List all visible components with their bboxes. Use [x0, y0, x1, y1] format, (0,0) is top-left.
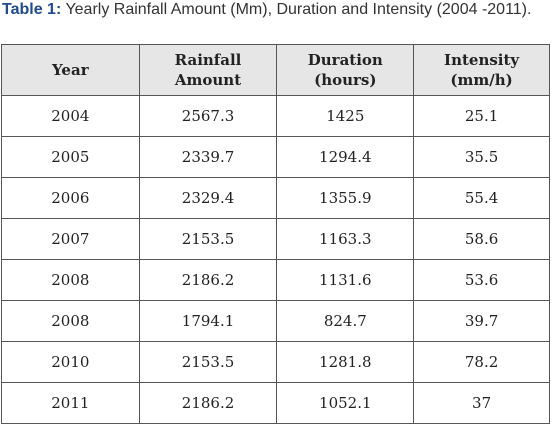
cell-year: 2007	[2, 219, 140, 260]
cell-intensity: 55.4	[414, 178, 550, 219]
cell-intensity: 25.1	[414, 96, 550, 137]
table-row	[2, 178, 550, 219]
table-row	[2, 219, 550, 260]
cell-rainfall: 2153.5	[139, 342, 277, 383]
table-row	[2, 137, 550, 178]
cell-duration: 1281.8	[277, 342, 414, 383]
header-duration-line1: Duration	[307, 51, 383, 69]
table-row	[2, 301, 550, 342]
cell-intensity: 53.6	[414, 260, 550, 301]
cell-year: 2010	[2, 342, 140, 383]
header-year-line1: Year	[52, 61, 89, 79]
cell-intensity: 35.5	[414, 137, 550, 178]
cell-rainfall: 2339.7	[139, 137, 277, 178]
header-intensity-line1: Intensity	[444, 51, 520, 69]
cell-duration: 1425	[277, 96, 414, 137]
cell-duration: 1294.4	[277, 137, 414, 178]
header-intensity	[414, 45, 550, 96]
cell-duration: 1131.6	[277, 260, 414, 301]
table-row	[2, 260, 550, 301]
header-intensity-line2: (mm/h)	[450, 71, 513, 89]
cell-year: 2011	[2, 383, 140, 424]
header-rainfall-amount	[139, 45, 277, 96]
cell-year: 2008	[2, 301, 140, 342]
header-year	[2, 45, 140, 96]
table-caption	[2, 0, 550, 19]
table-row	[2, 383, 550, 424]
table-row	[2, 96, 550, 137]
cell-duration: 1052.1	[277, 383, 414, 424]
header-rainfall-line2: Amount	[174, 71, 242, 89]
cell-intensity: 78.2	[414, 342, 550, 383]
rainfall-table	[1, 44, 550, 424]
table-row	[2, 342, 550, 383]
cell-intensity: 37	[414, 383, 550, 424]
cell-year: 2006	[2, 178, 140, 219]
cell-year: 2005	[2, 137, 140, 178]
header-duration	[277, 45, 414, 96]
table-header-row	[2, 45, 550, 96]
cell-intensity: 58.6	[414, 219, 550, 260]
cell-rainfall: 2153.5	[139, 219, 277, 260]
cell-rainfall: 1794.1	[139, 301, 277, 342]
cell-rainfall: 2567.3	[139, 96, 277, 137]
header-duration-line2: (hours)	[314, 71, 377, 89]
caption-label: Table 1:	[2, 1, 62, 18]
header-rainfall-line1: Rainfall	[174, 51, 242, 69]
cell-duration: 1355.9	[277, 178, 414, 219]
cell-duration: 1163.3	[277, 219, 414, 260]
cell-year: 2008	[2, 260, 140, 301]
cell-rainfall: 2329.4	[139, 178, 277, 219]
cell-year: 2004	[2, 96, 140, 137]
cell-intensity: 39.7	[414, 301, 550, 342]
cell-duration: 824.7	[277, 301, 414, 342]
cell-rainfall: 2186.2	[139, 383, 277, 424]
caption-text: Yearly Rainfall Amount (Mm), Duration and Intensity (2004 -2011).	[61, 1, 532, 18]
cell-rainfall: 2186.2	[139, 260, 277, 301]
